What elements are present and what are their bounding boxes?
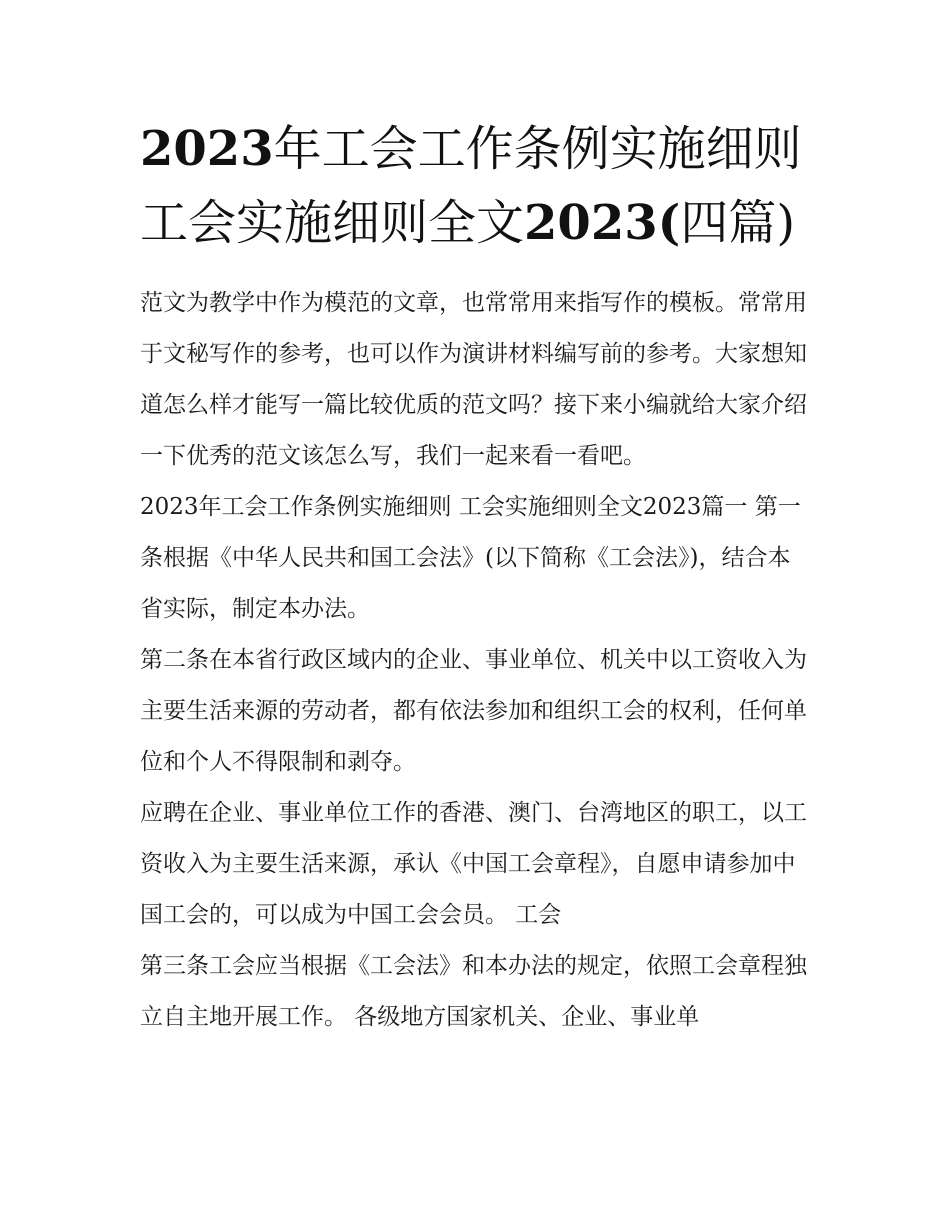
paragraph-article-3: 第三条工会应当根据《工会法》和本办法的规定，依照工会章程独立自主地开展工作。 各级地方国家机关、企业、事业单 [140, 953, 807, 1030]
title-line1-text: 年工会工作条例实施细则 [273, 121, 802, 177]
paragraph-intro: 范文为教学中作为模范的文章，也常常用来指写作的模板。常常用于文秘写作的参考，也可以作为演讲材料编写前的参考。大家想知道怎么样才能写一篇比较优质的范文吗？接下来小编就给大家介绍一下优秀的范文该怎么写，我们一起来看一看吧。 [140, 290, 807, 469]
document-body [140, 278, 812, 1043]
paragraph-article-2-cont: 应聘在企业、事业单位工作的香港、澳门、台湾地区的职工，以工资收入为主要生活来源，承认《中国工会章程》，自愿申请参加中国工会的，可以成为中国工会会员。 工会 [140, 800, 807, 928]
title-line2-year: 2023( [524, 195, 681, 251]
title-year: 2023 [140, 121, 274, 177]
title-line2-text: 工会实施细则全文 [140, 195, 525, 251]
paragraph-article-2: 第二条在本省行政区域内的企业、事业单位、机关中以工资收入为主要生活来源的劳动者，都有依法参加和组织工会的权利，任何单位和个人不得限制和剥夺。 [140, 647, 807, 775]
title-line2-tail: 四篇) [680, 195, 796, 251]
document-title [140, 112, 820, 260]
paragraph-article-1: 2023年工会工作条例实施细则 工会实施细则全文2023篇一 第一条根据《中华人民共和国工会法》(以下简称《工会法》)，结合本省实际，制定本办法。 [140, 494, 801, 622]
